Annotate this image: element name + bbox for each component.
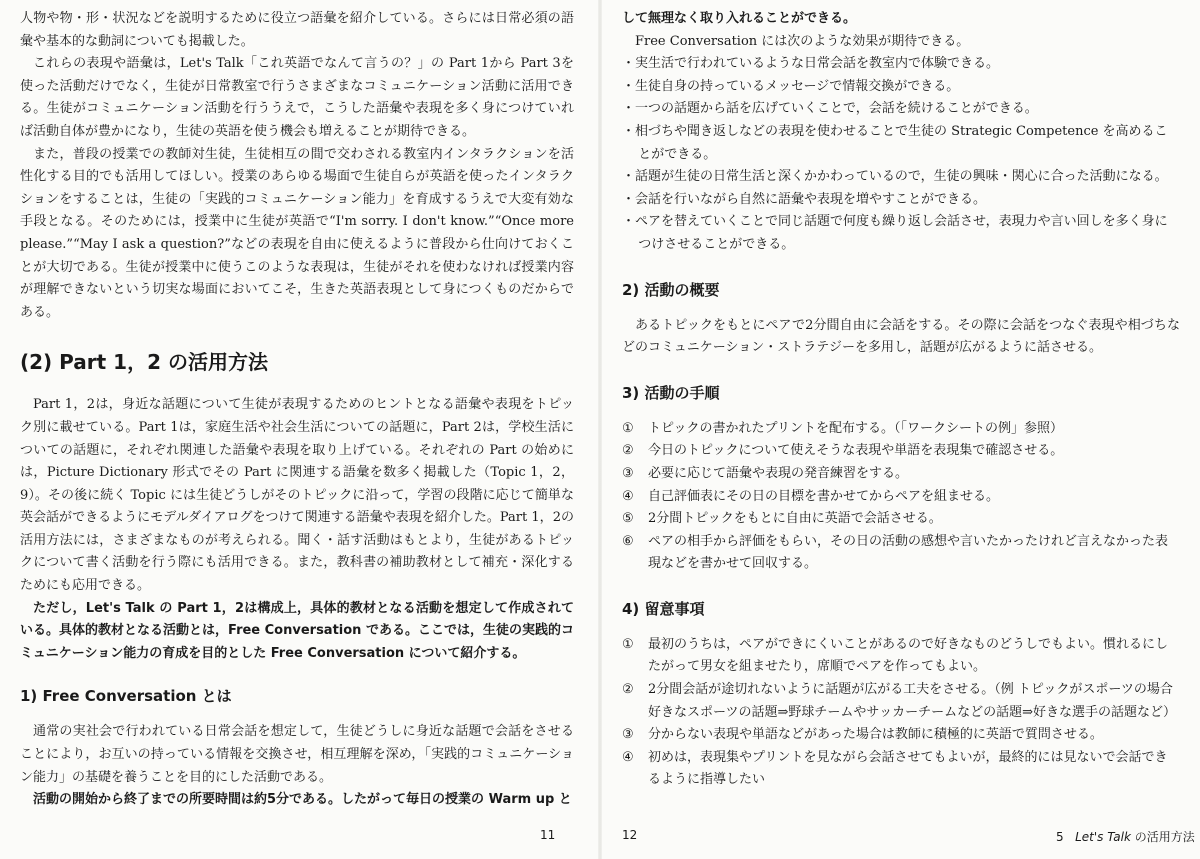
list-item <box>622 634 1180 679</box>
procedure-list <box>622 418 1180 576</box>
effects-list <box>622 53 1180 256</box>
list-item <box>622 747 1180 792</box>
note-text: 最初のうちは，ペアができにくいことがあるので好きなものどうしでもよい。慣れるにしたがって男女を組ませたり，席順でペアを作ってもよい。 <box>648 636 1169 675</box>
subsection-heading-notes: 4) 留意事項 <box>622 599 705 618</box>
list-item: ・一つの話題から話を広げていくことで，会話を続けることができる。 <box>622 101 1038 117</box>
step-number: ② <box>622 443 634 459</box>
list-item <box>622 724 1180 747</box>
list-item <box>622 463 1180 486</box>
note-text: 分からない表現や単語などがあった場合は教師に積極的に英語で質問させる。 <box>648 727 1103 743</box>
step-number: ③ <box>622 465 634 481</box>
effects-intro: Free Conversation には次のような効果が期待できる。 <box>635 33 970 49</box>
list-item: ・会話を行いながら自然に語彙や表現を増やすことができる。 <box>622 191 987 207</box>
step-text: ペアの相手から評価をもらい，その日の活動の感想や言いたかったけれど言えなかった表現などを書かせて回収する。 <box>648 533 1169 572</box>
note-text: 初めは，表現集やプリントを見ながら会話させてもよいが，最終的には見ないで会話できるように指導したい <box>648 749 1168 788</box>
note-number: ④ <box>622 749 634 765</box>
step-number: ⑥ <box>622 533 634 549</box>
step-number: ① <box>622 420 634 436</box>
step-text: 2分間トピックをもとに自由に英語で会話させる。 <box>648 511 942 527</box>
running-head <box>1056 828 1195 845</box>
list-item <box>622 531 1180 576</box>
intro-paragraph-1: 人物や物・形・状況などを説明するために役立つ語彙を紹介している。さらには日常必須の語彙や基本的な動詞についても掲載した。 <box>20 11 574 49</box>
notes-list <box>622 634 1180 792</box>
step-text: 今日のトピックについて使えそうな表現や単語を表現集で確認させる。 <box>648 443 1064 459</box>
subsection-bold-paragraph: 活動の開始から終了までの所要時間は約5分である。したがって毎日の授業の Warm up と <box>33 792 572 808</box>
list-item: ・生徒自身の持っているメッセージで情報交換ができる。 <box>622 78 960 94</box>
list-item: ・実生活で行われているような日常会話を教室内で体験できる。 <box>622 56 1000 72</box>
overview-paragraph: あるトピックをもとにペアで2分間自由に会話をする。その際に会話をつなぐ表現や相づちなどのコミュニケーション・ストラテジーを多用し，話題が広がるように話させる。 <box>622 317 1180 356</box>
running-head-suffix: の活用方法 <box>1134 830 1195 844</box>
note-number: ③ <box>622 727 634 743</box>
step-text: 自己評価表にその日の目標を書かせてからペアを組ませる。 <box>648 488 1000 504</box>
list-item <box>622 440 1180 463</box>
page-number-left: 11 <box>540 828 556 842</box>
step-text: トピックの書かれたプリントを配布する。（「ワークシートの例」参照） <box>648 420 1063 436</box>
step-text: 必要に応じて語彙や表現の発音練習をする。 <box>648 465 909 481</box>
list-item: ・話題が生徒の日常生活と深くかかわっているので，生徒の興味・関心に合った活動になる。 <box>622 169 1168 185</box>
subsection-paragraph: 通常の実社会で行われている日常会話を想定して，生徒どうしに身近な話題で会話をさせることにより，お互いの持っている情報を交換させ，相互理解を深め，「実践的コミュニケーション能力」の基礎を養うことを目的にした活動である。 <box>20 724 574 785</box>
page-number-right: 12 <box>622 828 638 842</box>
intro-paragraph-2: これらの表現や語彙は，Let's Talk「これ英語でなんて言うの？」の Part 1から Part 3を使った活動だけでなく，生徒が日常教室で行うさまざまなコミュニケーション活動に活用できる。生徒がコミュニケーション活動を行ううえで，こうした語彙や表現を多く身につけていれば活動自体が豊かになり，生徒の英語を使う機会も増えることが期待できる。 <box>20 56 574 139</box>
list-item <box>622 486 1180 509</box>
section-bold-paragraph: ただし，Let's Talk の Part 1，2は構成上，具体的教材となる活動を想定して作成されている。具体的教材となる活動とは，Free Conversation である。ここでは，生徒の実践的コミュニケーション能力の育成を目的とした Free Conversation について紹介する。 <box>20 600 574 661</box>
step-number: ⑤ <box>622 511 634 527</box>
list-item <box>622 508 1180 531</box>
list-item <box>622 679 1180 724</box>
subsection-heading-procedure: 3) 活動の手順 <box>622 383 720 402</box>
running-head-number: 5 <box>1056 830 1064 844</box>
note-text: 2分間会話が途切れないように話題が広がる工夫をさせる。（例 トピックがスポーツの場合好きなスポーツの話題⇒野球チームやサッカーチームなどの話題⇒好きな選手の話題など） <box>648 682 1177 720</box>
list-item: ・ペアを替えていくことで同じ話題で何度も繰り返し会話させ，表現力や言い回しを多く身につけさせることができる。 <box>622 214 1168 252</box>
section-paragraph: Part 1，2は，身近な話題について生徒が表現するためのヒントとなる語彙や表現をトピック別に載せている。Part 1は，家庭生活や社会生活についての話題に，Part 2は，学校生活についての話題に，それぞれ関連した語彙や表現を取り上げている。それぞれの Part の始めには，Picture Dictionary 形式でその Part に関連する語彙を数多く掲載した（Topic 1，2，9）。その後に続く Topic には生徒どうしがそのトピックに沿って，学習の段階に応じて簡単な英会話ができるようにモデルダイアログをつけて関連する語彙や表現を紹介した。Part 1，2の活用方法には，さまざまなものが考えられる。聞く・話す活動はもとより，生徒があるトピックについて書く活動を行う際にも活用できる。また，教科書の補助教材として補充・深化するためにも応用できる。 <box>20 397 574 594</box>
continuation-text: して無理なく取り入れることができる。 <box>622 11 857 26</box>
step-number: ④ <box>622 488 634 504</box>
intro-paragraph-3: また，普段の授業での教師対生徒，生徒相互の間で交わされる教室内インタラクションを活性化する目的でも活用してほしい。授業のあらゆる場面で生徒自らが英語を使ったインタラクションをすることは，生徒の「実践的コミュニケーション能力」を育成するうえで大変有効な手段となる。そのためには，授業中に生徒が英語で“I'm sorry. I don't know.”“Once more please.”“May I ask a question?”などの表現を自由に使えるように普段から仕向けておくことが大切である。生徒が授業中に使うこのような表現は，生徒がそれを使わなければ授業内容が理解できないという切実な場面においてこそ，生きた英語表現として身につくものだからである。 <box>20 146 574 320</box>
note-number: ② <box>622 682 634 698</box>
subsection-heading-free-conversation: 1) Free Conversation とは <box>20 687 232 706</box>
note-number: ① <box>622 636 634 652</box>
right-page <box>600 0 1200 859</box>
subsection-heading-overview: 2) 活動の概要 <box>622 280 720 299</box>
list-item: ・相づちや聞き返しなどの表現を使わせることで生徒の Strategic Competence を高めることができる。 <box>622 123 1168 162</box>
section-heading-part-1-2: (2) Part 1，2 の活用方法 <box>20 350 268 375</box>
running-head-title: Let's Talk <box>1075 830 1131 844</box>
list-item <box>622 418 1180 441</box>
